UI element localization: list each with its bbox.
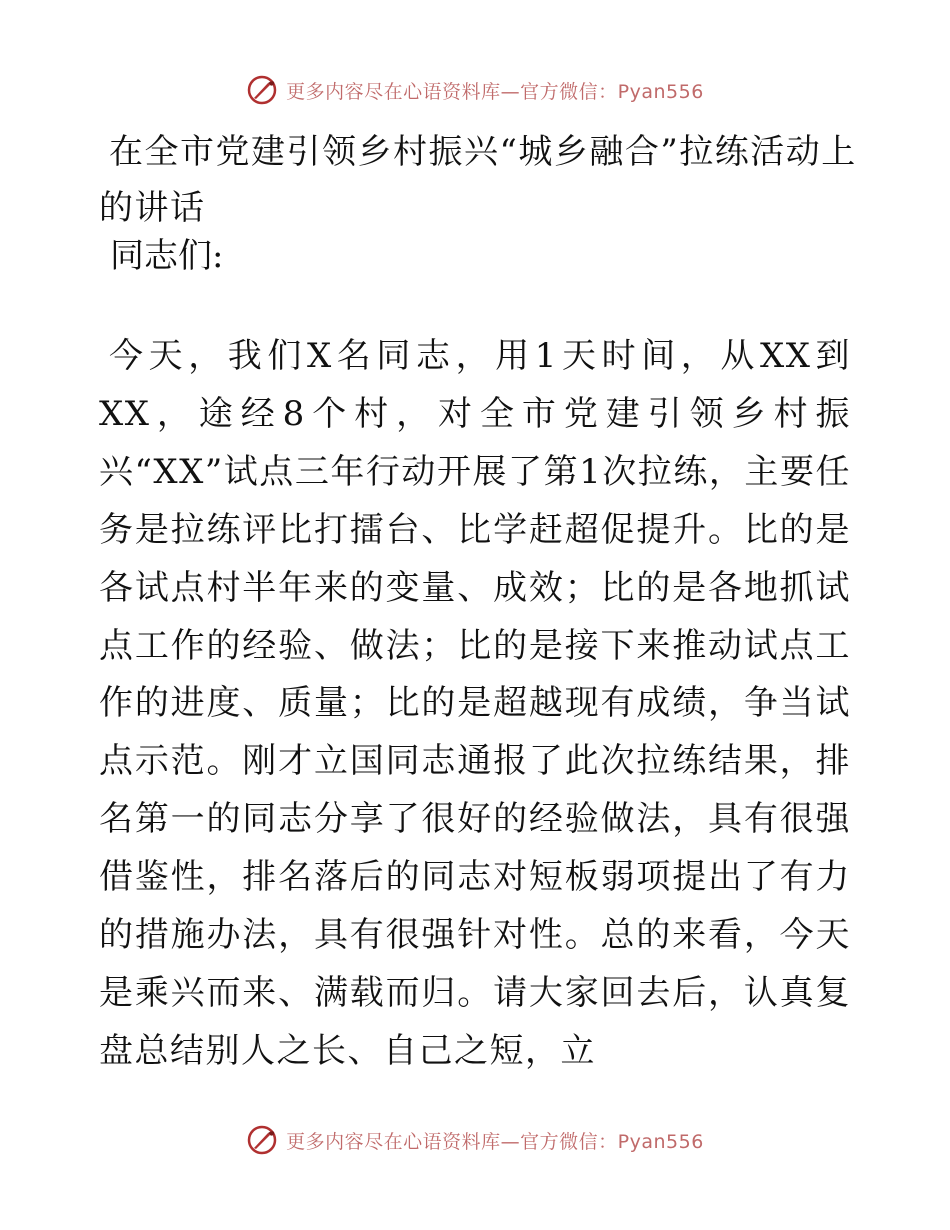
salutation: 同志们:	[110, 236, 224, 276]
body-paragraph: 今天，我们X名同志，用1天时间，从XX到XX，途经8个村，对全市党建引领乡村振兴“XX”试点三年行动开展了第1次拉练，主要任务是拉练评比打擂台、比学赶超促提升。比的是各试点村半年来的变量、成效；比的是各地抓试点工作的经验、做法；比的是接下来推动试点工作的进度、质量；比的是超越现有成绩，争当试点示范。刚才立国同志通报了此次拉练结果，排名第一的同志分享了很好的经验做法，具有很强借鉴性，排名落后的同志对短板弱项提出了有力的措施办法，具有很强针对性。总的来看，今天是乘兴而来、满载而归。请大家回去后，认真复盘总结别人之长、自己之短，立	[99, 336, 851, 1071]
footer-banner-text: 更多内容尽在心语资料库—官方微信：Pyan556	[286, 1130, 704, 1153]
feather-pen-logo-icon	[246, 74, 278, 106]
document-title: 在全市党建引领乡村振兴“城乡融合”拉练活动上的讲话	[99, 132, 857, 228]
footer-banner	[0, 1120, 950, 1160]
feather-pen-logo-icon	[246, 1124, 278, 1156]
header-banner-text: 更多内容尽在心语资料库—官方微信：Pyan556	[286, 80, 704, 103]
header-banner	[0, 70, 950, 110]
